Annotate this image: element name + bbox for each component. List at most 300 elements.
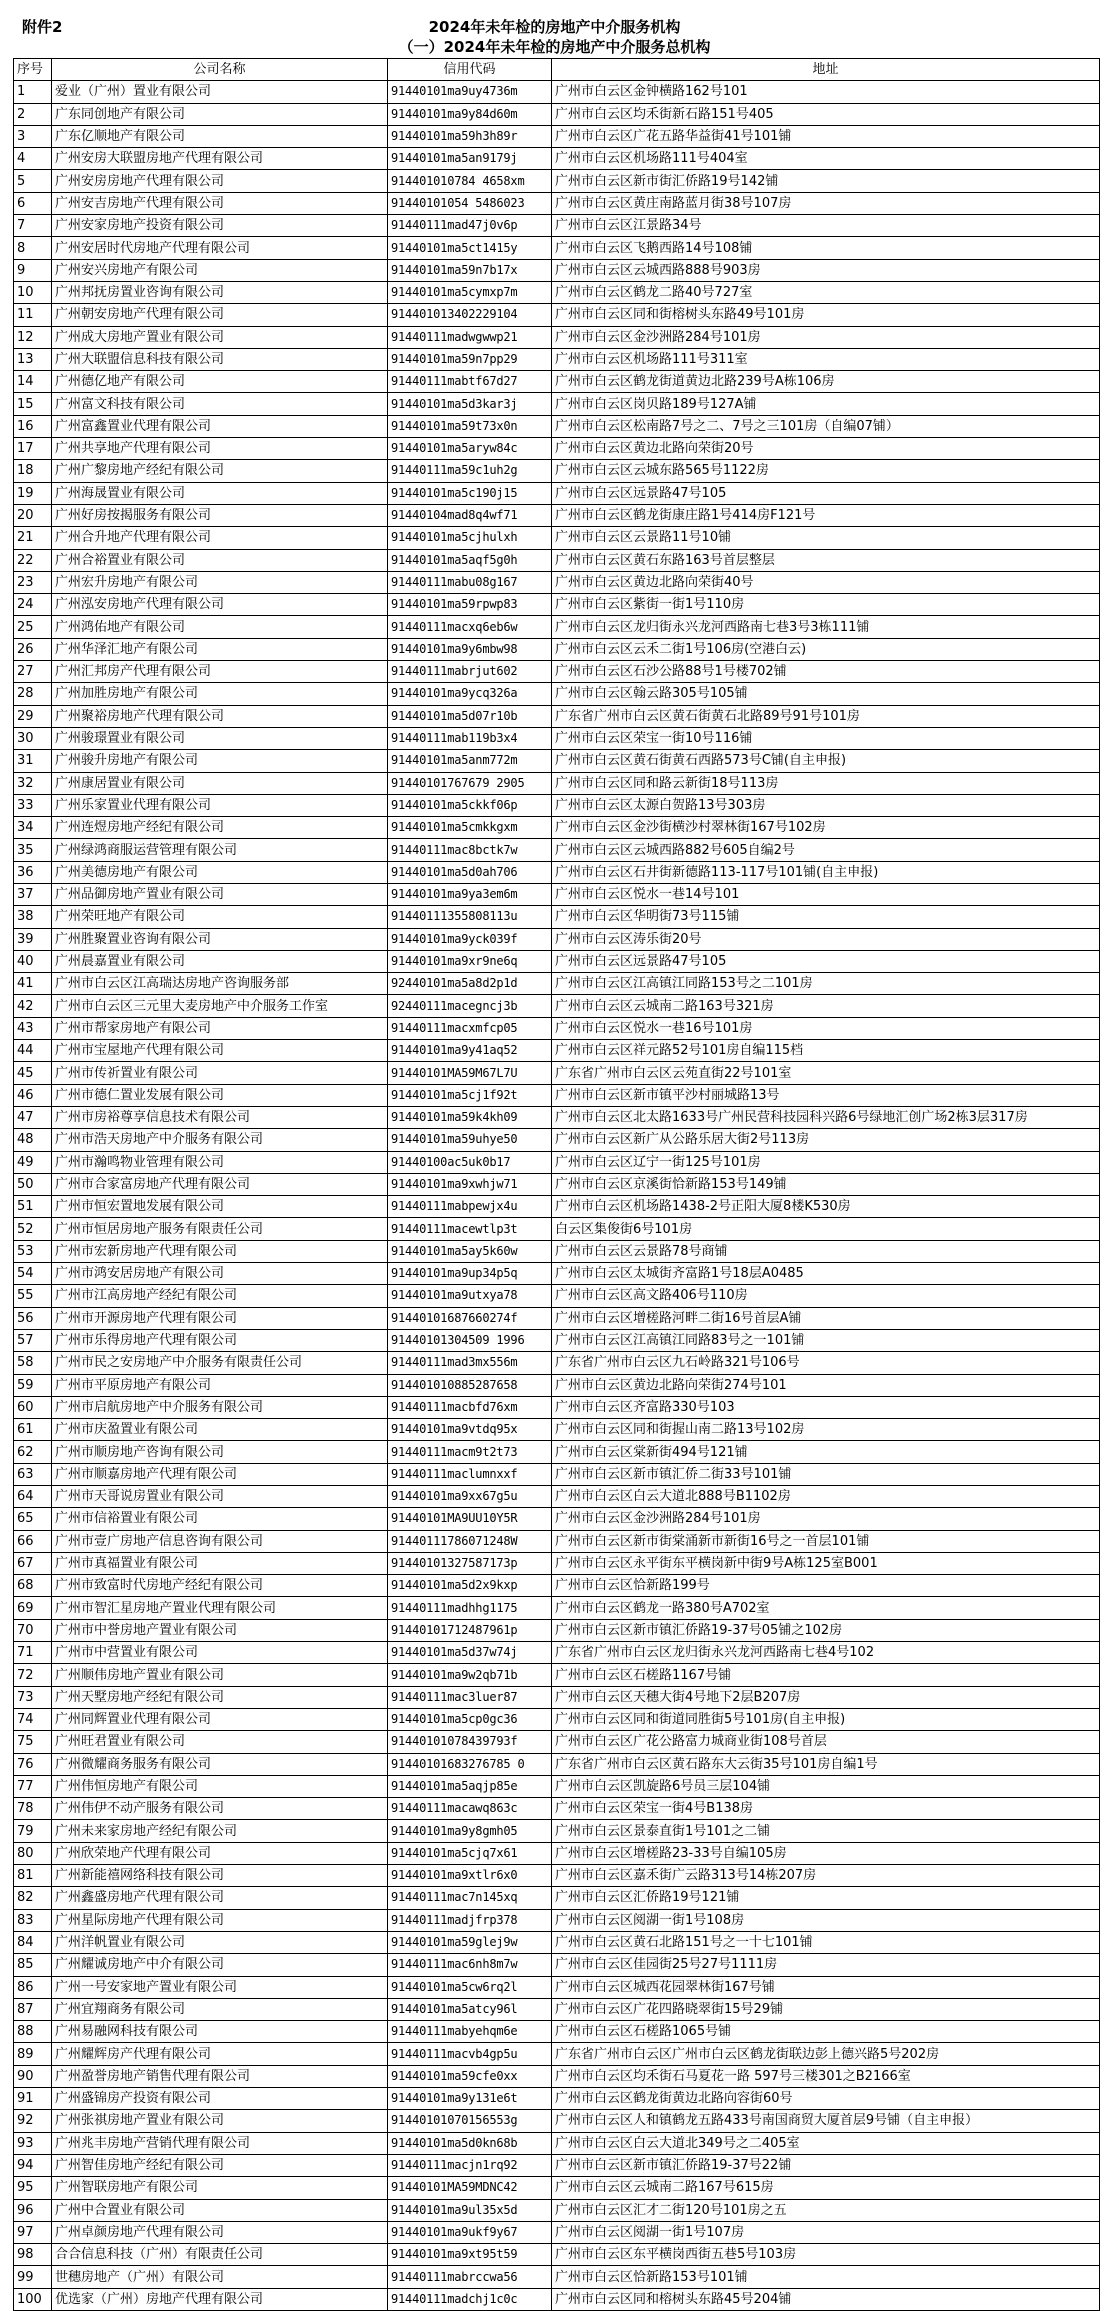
credit-code: 91440101ma5d0ah706 xyxy=(388,861,552,883)
credit-code: 91440101ma9w2qb71b xyxy=(388,1664,552,1686)
table-row xyxy=(14,237,1100,259)
company-name: 广州聚裕房地产代理有限公司 xyxy=(52,705,388,727)
row-index: 4 xyxy=(14,148,52,170)
row-index: 90 xyxy=(14,2065,52,2087)
company-name: 广州易融网科技有限公司 xyxy=(52,2021,388,2043)
address: 广州市白云区祥元路52号101房自编115档 xyxy=(552,1040,1100,1062)
row-index: 74 xyxy=(14,1708,52,1730)
address: 广州市白云区新市镇汇侨路19-37号05铺之102房 xyxy=(552,1619,1100,1641)
credit-code: 91440101ma9ya3em6m xyxy=(388,883,552,905)
row-index: 9 xyxy=(14,259,52,281)
address: 广州市白云区均禾街新石路151号405 xyxy=(552,103,1100,125)
address: 广州市白云区云景路11号10铺 xyxy=(552,527,1100,549)
company-name: 广州安房房地产代理有限公司 xyxy=(52,170,388,192)
address: 广州市白云区飞鹅西路14号108铺 xyxy=(552,237,1100,259)
credit-code: 91440101ma9xt95t59 xyxy=(388,2244,552,2266)
row-index: 86 xyxy=(14,1976,52,1998)
company-name: 广州市致富时代房地产经纪有限公司 xyxy=(52,1575,388,1597)
address: 广州市白云区棠新街494号121铺 xyxy=(552,1441,1100,1463)
row-index: 62 xyxy=(14,1441,52,1463)
company-name: 广州邦抚房置业咨询有限公司 xyxy=(52,281,388,303)
credit-code: 91440111madwgwwp21 xyxy=(388,326,552,348)
row-index: 43 xyxy=(14,1017,52,1039)
credit-code: 91440101ma5cw6rq2l xyxy=(388,1976,552,1998)
company-name: 广州市智汇星房地产置业代理有限公司 xyxy=(52,1597,388,1619)
company-name: 广州同辉置业代理有限公司 xyxy=(52,1708,388,1730)
company-name: 广州未来家房地产经纪有限公司 xyxy=(52,1820,388,1842)
address: 广州市白云区黄边北路向荣街274号101 xyxy=(552,1374,1100,1396)
address: 广州市白云区黄庄南路蓝月街38号107房 xyxy=(552,192,1100,214)
credit-code: 91440101ma5d3kar3j xyxy=(388,393,552,415)
credit-code: 91440111macm9t2t73 xyxy=(388,1441,552,1463)
credit-code: 91440101ma59k4kh09 xyxy=(388,1106,552,1128)
company-name: 广州市浩天房地产中介服务有限公司 xyxy=(52,1129,388,1151)
row-index: 55 xyxy=(14,1285,52,1307)
credit-code: 91440111madchj1c0c xyxy=(388,2288,552,2310)
company-name: 广州市平原房地产有限公司 xyxy=(52,1374,388,1396)
row-index: 26 xyxy=(14,638,52,660)
row-index: 96 xyxy=(14,2199,52,2221)
company-name: 广州盛锦房产投资有限公司 xyxy=(52,2088,388,2110)
company-name: 世穗房地产（广州）有限公司 xyxy=(52,2266,388,2288)
credit-code: 91440101ma5ckkf06p xyxy=(388,794,552,816)
table-row xyxy=(14,2088,1100,2110)
table-row xyxy=(14,1530,1100,1552)
row-index: 35 xyxy=(14,839,52,861)
row-index: 79 xyxy=(14,1820,52,1842)
row-index: 27 xyxy=(14,661,52,683)
row-index: 7 xyxy=(14,215,52,237)
company-name: 优选家（广州）房地产代理有限公司 xyxy=(52,2288,388,2310)
column-header-credit-code: 信用代码 xyxy=(388,59,552,81)
row-index: 23 xyxy=(14,571,52,593)
table-row xyxy=(14,504,1100,526)
address: 广州市白云区机场路111号404室 xyxy=(552,148,1100,170)
row-index: 63 xyxy=(14,1463,52,1485)
table-row xyxy=(14,995,1100,1017)
company-name: 广州胜聚置业咨询有限公司 xyxy=(52,928,388,950)
company-name: 合合信息科技（广州）有限责任公司 xyxy=(52,2244,388,2266)
company-name: 广州洋帆置业有限公司 xyxy=(52,1931,388,1953)
company-name: 广州加胜房地产有限公司 xyxy=(52,683,388,705)
column-header-index: 序号 xyxy=(14,59,52,81)
address: 广州市白云区江高镇江同路83号之一101铺 xyxy=(552,1329,1100,1351)
document-title: 2024年未年检的房地产中介服务机构 xyxy=(428,18,681,36)
credit-code: 91440111macjn1rq92 xyxy=(388,2154,552,2176)
address: 广州市白云区松南路7号之二、7号之三101房（自编07铺） xyxy=(552,415,1100,437)
company-name: 广州好房按揭服务有限公司 xyxy=(52,504,388,526)
table-row xyxy=(14,1642,1100,1664)
credit-code: 91440101ma5aqf5g0h xyxy=(388,549,552,571)
column-header-company: 公司名称 xyxy=(52,59,388,81)
row-index: 33 xyxy=(14,794,52,816)
credit-code: 91440111macvb4gp5u xyxy=(388,2043,552,2065)
company-name: 广州市信裕置业有限公司 xyxy=(52,1508,388,1530)
row-index: 41 xyxy=(14,973,52,995)
credit-code: 91440101ma5ay5k60w xyxy=(388,1240,552,1262)
credit-code: 91440111mac6nh8m7w xyxy=(388,1954,552,1976)
row-index: 56 xyxy=(14,1307,52,1329)
row-index: 85 xyxy=(14,1954,52,1976)
credit-code: 91440111355808113u xyxy=(388,906,552,928)
address: 广州市白云区广花五路华益街41号101铺 xyxy=(552,125,1100,147)
company-name: 广州市恒宏置地发展有限公司 xyxy=(52,1196,388,1218)
row-index: 38 xyxy=(14,906,52,928)
address: 广州市白云区新市镇汇侨二街33号101铺 xyxy=(552,1463,1100,1485)
credit-code: 91440101ma59rpwp83 xyxy=(388,594,552,616)
company-name: 广州华泽汇地产有限公司 xyxy=(52,638,388,660)
row-index: 2 xyxy=(14,103,52,125)
credit-code: 91440101ma9up34p5q xyxy=(388,1263,552,1285)
row-index: 89 xyxy=(14,2043,52,2065)
address: 广州市白云区涛乐街20号 xyxy=(552,928,1100,950)
company-name: 广州张祺房地产置业有限公司 xyxy=(52,2110,388,2132)
table-row xyxy=(14,1708,1100,1730)
row-index: 25 xyxy=(14,616,52,638)
row-index: 21 xyxy=(14,527,52,549)
company-name: 广州市中誉房地产置业有限公司 xyxy=(52,1619,388,1641)
address: 广州市白云区同和街道同胜街5号101房(自主申报) xyxy=(552,1708,1100,1730)
table-row xyxy=(14,460,1100,482)
table-row xyxy=(14,259,1100,281)
address: 广州市白云区白云大道北888号B1102房 xyxy=(552,1486,1100,1508)
address: 广州市白云区嘉禾街广云路313号14栋207房 xyxy=(552,1865,1100,1887)
company-name: 广州耀诚房地产中介有限公司 xyxy=(52,1954,388,1976)
company-name: 广州宏升房地产有限公司 xyxy=(52,571,388,593)
row-index: 93 xyxy=(14,2132,52,2154)
address: 广州市白云区天穗大街4号地下2层B207房 xyxy=(552,1686,1100,1708)
table-row xyxy=(14,1329,1100,1351)
address: 广州市白云区太源白贺路13号303房 xyxy=(552,794,1100,816)
address: 广州市白云区齐富路330号103 xyxy=(552,1396,1100,1418)
credit-code: 91440101MA59MDNC42 xyxy=(388,2177,552,2199)
address: 广州市白云区机场路1438-2号正阳大厦8楼K530房 xyxy=(552,1196,1100,1218)
credit-code: 91440101ma5cj1f92t xyxy=(388,1084,552,1106)
table-row xyxy=(14,1909,1100,1931)
table-row xyxy=(14,2199,1100,2221)
table-row xyxy=(14,1508,1100,1530)
address: 广州市白云区荣宝一街4号B138房 xyxy=(552,1798,1100,1820)
table-row xyxy=(14,170,1100,192)
company-name: 广州市江高房地产经纪有限公司 xyxy=(52,1285,388,1307)
company-name: 广州市传祈置业有限公司 xyxy=(52,1062,388,1084)
table-row xyxy=(14,1017,1100,1039)
table-row xyxy=(14,1129,1100,1151)
table-row xyxy=(14,215,1100,237)
table-body xyxy=(14,81,1100,2311)
credit-code: 91440111mabrccwa56 xyxy=(388,2266,552,2288)
table-row xyxy=(14,438,1100,460)
credit-code: 91440101767679 2905 xyxy=(388,772,552,794)
address: 广州市白云区远景路47号105 xyxy=(552,482,1100,504)
row-index: 50 xyxy=(14,1173,52,1195)
row-index: 98 xyxy=(14,2244,52,2266)
row-index: 78 xyxy=(14,1798,52,1820)
address: 广州市白云区同和榕树头东路45号204铺 xyxy=(552,2288,1100,2310)
table-row xyxy=(14,638,1100,660)
company-name: 广州一号安家地产置业有限公司 xyxy=(52,1976,388,1998)
row-index: 73 xyxy=(14,1686,52,1708)
credit-code: 92440101ma5a8d2p1d xyxy=(388,973,552,995)
address: 广州市白云区人和镇鹤龙五路433号南国商贸大厦首层9号铺（自主申报） xyxy=(552,2110,1100,2132)
table-header-row xyxy=(14,59,1100,81)
company-name: 广州共享地产代理有限公司 xyxy=(52,438,388,460)
address: 广州市白云区云城南二路163号321房 xyxy=(552,995,1100,1017)
address: 白云区集俊街6号101房 xyxy=(552,1218,1100,1240)
table-row xyxy=(14,1352,1100,1374)
address: 广州市白云区荣宝一街10号116铺 xyxy=(552,727,1100,749)
credit-code: 91440101ma9ul35x5d xyxy=(388,2199,552,2221)
company-name: 广州富鑫置业代理有限公司 xyxy=(52,415,388,437)
table-row xyxy=(14,1820,1100,1842)
table-row xyxy=(14,482,1100,504)
table-row xyxy=(14,1552,1100,1574)
row-index: 58 xyxy=(14,1352,52,1374)
row-index: 54 xyxy=(14,1263,52,1285)
company-name: 广州安兴房地产有限公司 xyxy=(52,259,388,281)
credit-code: 91440111macxq6eb6w xyxy=(388,616,552,638)
table-row xyxy=(14,281,1100,303)
table-row xyxy=(14,2266,1100,2288)
address: 广州市白云区石井街新德路113-117号101铺(自主申报) xyxy=(552,861,1100,883)
row-index: 48 xyxy=(14,1129,52,1151)
credit-code: 91440101304509 1996 xyxy=(388,1329,552,1351)
company-name: 广州市启航房地产中介服务有限公司 xyxy=(52,1396,388,1418)
row-index: 17 xyxy=(14,438,52,460)
row-index: 34 xyxy=(14,817,52,839)
table-row xyxy=(14,1887,1100,1909)
row-index: 67 xyxy=(14,1552,52,1574)
table-row xyxy=(14,839,1100,861)
table-row xyxy=(14,103,1100,125)
address: 广州市白云区黄边北路向荣街40号 xyxy=(552,571,1100,593)
company-name: 广州市中营置业有限公司 xyxy=(52,1642,388,1664)
address: 广州市白云区景泰直街1号101之二铺 xyxy=(552,1820,1100,1842)
credit-code: 91440111mabpewjx4u xyxy=(388,1196,552,1218)
credit-code: 91440101ma5atcy96l xyxy=(388,1998,552,2020)
credit-code: 91440101712487961p xyxy=(388,1619,552,1641)
table-row xyxy=(14,1106,1100,1128)
row-index: 75 xyxy=(14,1731,52,1753)
credit-code: 91440101ma5aryw84c xyxy=(388,438,552,460)
address: 广州市白云区江景路34号 xyxy=(552,215,1100,237)
row-index: 91 xyxy=(14,2088,52,2110)
row-index: 13 xyxy=(14,348,52,370)
credit-code: 91440101ma9y84d60m xyxy=(388,103,552,125)
address: 广州市白云区黄石东路163号首层整层 xyxy=(552,549,1100,571)
credit-code: 91440101ma9ukf9y67 xyxy=(388,2221,552,2243)
row-index: 15 xyxy=(14,393,52,415)
table-row xyxy=(14,304,1100,326)
credit-code: 91440101ma59n7pp29 xyxy=(388,348,552,370)
row-index: 94 xyxy=(14,2154,52,2176)
company-name: 广州海晟置业有限公司 xyxy=(52,482,388,504)
company-name: 广州星际房地产代理有限公司 xyxy=(52,1909,388,1931)
table-row xyxy=(14,1575,1100,1597)
table-row xyxy=(14,973,1100,995)
credit-code: 91440111mabu08g167 xyxy=(388,571,552,593)
company-name: 广州绿鸿商服运营管理有限公司 xyxy=(52,839,388,861)
company-name: 广州中合置业有限公司 xyxy=(52,2199,388,2221)
table-row xyxy=(14,883,1100,905)
credit-code: 914401010784 4658xm xyxy=(388,170,552,192)
credit-code: 91440101ma9xx67g5u xyxy=(388,1486,552,1508)
address: 广州市白云区阅湖一街1号108房 xyxy=(552,1909,1100,1931)
credit-code: 91440101ma5aqjp85e xyxy=(388,1775,552,1797)
credit-code: 91440111mac7n145xq xyxy=(388,1887,552,1909)
table-row xyxy=(14,1196,1100,1218)
table-row xyxy=(14,2154,1100,2176)
company-name: 广州智佳房地产经纪有限公司 xyxy=(52,2154,388,2176)
address: 广州市白云区新广从公路乐居大街2号113房 xyxy=(552,1129,1100,1151)
table-row xyxy=(14,1865,1100,1887)
table-row xyxy=(14,371,1100,393)
credit-code: 91440101ma5cp0gc36 xyxy=(388,1708,552,1730)
credit-code: 91440111mac3luer87 xyxy=(388,1686,552,1708)
credit-code: 91440111macxmfcp05 xyxy=(388,1017,552,1039)
row-index: 40 xyxy=(14,950,52,972)
company-name: 广州新能禧网络科技有限公司 xyxy=(52,1865,388,1887)
table-row xyxy=(14,1173,1100,1195)
address: 广州市白云区同和街握山南二路13号102房 xyxy=(552,1419,1100,1441)
address: 广州市白云区云禾二街1号106房(空港白云) xyxy=(552,638,1100,660)
address: 广东省广州市白云区黄石路东大云街35号101房自编1号 xyxy=(552,1753,1100,1775)
row-index: 87 xyxy=(14,1998,52,2020)
company-name: 广州市合家富房地产代理有限公司 xyxy=(52,1173,388,1195)
company-name: 广州大联盟信息科技有限公司 xyxy=(52,348,388,370)
table-row xyxy=(14,1307,1100,1329)
credit-code: 92440111macegncj3b xyxy=(388,995,552,1017)
table-row xyxy=(14,1976,1100,1998)
table-row xyxy=(14,1954,1100,1976)
address: 广州市白云区增槎路23-33号自编105房 xyxy=(552,1842,1100,1864)
annex-label: 附件2 xyxy=(22,18,63,36)
credit-code: 91440101ma9xtlr6x0 xyxy=(388,1865,552,1887)
company-name: 广州市顺嘉房地产代理有限公司 xyxy=(52,1463,388,1485)
credit-code: 91440101327587173p xyxy=(388,1552,552,1574)
agency-table xyxy=(13,58,1100,2311)
credit-code: 91440101ma9xr9ne6q xyxy=(388,950,552,972)
address: 广州市白云区白云大道北349号之二405室 xyxy=(552,2132,1100,2154)
company-name: 广州美德房地产有限公司 xyxy=(52,861,388,883)
address: 广州市白云区广花公路富力城商业街108号首层 xyxy=(552,1731,1100,1753)
company-name: 广州市真福置业有限公司 xyxy=(52,1552,388,1574)
company-name: 广州成大房地产置业有限公司 xyxy=(52,326,388,348)
company-name: 广州富文科技有限公司 xyxy=(52,393,388,415)
row-index: 83 xyxy=(14,1909,52,1931)
table-row xyxy=(14,2244,1100,2266)
address: 广州市白云区恰新路153号101铺 xyxy=(552,2266,1100,2288)
row-index: 97 xyxy=(14,2221,52,2243)
table-row xyxy=(14,1664,1100,1686)
credit-code: 91440101ma9y131e6t xyxy=(388,2088,552,2110)
row-index: 64 xyxy=(14,1486,52,1508)
row-index: 22 xyxy=(14,549,52,571)
row-index: 32 xyxy=(14,772,52,794)
address: 广州市白云区鹤龙街黄边北路向容街60号 xyxy=(552,2088,1100,2110)
table-row xyxy=(14,1798,1100,1820)
row-index: 30 xyxy=(14,727,52,749)
table-row xyxy=(14,1686,1100,1708)
row-index: 77 xyxy=(14,1775,52,1797)
company-name: 广州市乐得房地产代理有限公司 xyxy=(52,1329,388,1351)
credit-code: 91440101MA59M67L7U xyxy=(388,1062,552,1084)
table-row xyxy=(14,2021,1100,2043)
credit-code: 91440101ma59n7b17x xyxy=(388,259,552,281)
row-index: 99 xyxy=(14,2266,52,2288)
row-index: 51 xyxy=(14,1196,52,1218)
address: 广州市白云区鹤龙街康庄路1号414房F121号 xyxy=(552,504,1100,526)
table-row xyxy=(14,415,1100,437)
company-name: 广州伟伊不动产服务有限公司 xyxy=(52,1798,388,1820)
company-name: 广州市瀚鸣物业管理有限公司 xyxy=(52,1151,388,1173)
row-index: 70 xyxy=(14,1619,52,1641)
row-index: 76 xyxy=(14,1753,52,1775)
credit-code: 91440101ma5an9179j xyxy=(388,148,552,170)
table-row xyxy=(14,1151,1100,1173)
row-index: 49 xyxy=(14,1151,52,1173)
company-name: 广州市鸿安居房地产有限公司 xyxy=(52,1263,388,1285)
row-index: 66 xyxy=(14,1530,52,1552)
company-name: 广州顺伟房地产置业有限公司 xyxy=(52,1664,388,1686)
company-name: 广州汇邦房产代理有限公司 xyxy=(52,661,388,683)
credit-code: 91440101ma5d2x9kxp xyxy=(388,1575,552,1597)
credit-code: 91440101ma5cmkkgxm xyxy=(388,817,552,839)
address: 广东省广州市白云区黄石街黄石北路89号91号101房 xyxy=(552,705,1100,727)
address: 广州市白云区北太路1633号广州民营科技园科兴路6号绿地汇创广场2栋3层317房 xyxy=(552,1106,1100,1128)
credit-code: 91440111mad47j0v6p xyxy=(388,215,552,237)
table-row xyxy=(14,1619,1100,1641)
address: 广州市白云区云城西路882号605自编2号 xyxy=(552,839,1100,861)
company-name: 广州市庆盈置业有限公司 xyxy=(52,1419,388,1441)
credit-code: 91440111786071248W xyxy=(388,1530,552,1552)
company-name: 广东同创地产有限公司 xyxy=(52,103,388,125)
address: 广州市白云区辽宁一街125号101房 xyxy=(552,1151,1100,1173)
address: 广州市白云区均禾街石马夏花一路 597号三楼301之B2166室 xyxy=(552,2065,1100,2087)
company-name: 广州市民之安房地产中介服务有限责任公司 xyxy=(52,1352,388,1374)
company-name: 广州连煜房地产经纪有限公司 xyxy=(52,817,388,839)
row-index: 46 xyxy=(14,1084,52,1106)
table-row xyxy=(14,571,1100,593)
table-row xyxy=(14,928,1100,950)
table-row xyxy=(14,1775,1100,1797)
row-index: 39 xyxy=(14,928,52,950)
address: 广州市白云区悦水一巷16号101房 xyxy=(552,1017,1100,1039)
row-index: 11 xyxy=(14,304,52,326)
company-name: 广州市德仁置业发展有限公司 xyxy=(52,1084,388,1106)
address: 广州市白云区机场路111号311室 xyxy=(552,348,1100,370)
row-index: 12 xyxy=(14,326,52,348)
row-index: 47 xyxy=(14,1106,52,1128)
row-index: 95 xyxy=(14,2177,52,2199)
table-row xyxy=(14,1931,1100,1953)
table-row xyxy=(14,950,1100,972)
address: 广州市白云区云城东路565号1122房 xyxy=(552,460,1100,482)
address: 广州市白云区新市镇汇侨路19-37号22铺 xyxy=(552,2154,1100,2176)
row-index: 42 xyxy=(14,995,52,1017)
company-name: 广州卓颜房地产代理有限公司 xyxy=(52,2221,388,2243)
credit-code: 91440100ac5uk0b17 xyxy=(388,1151,552,1173)
row-index: 59 xyxy=(14,1374,52,1396)
credit-code: 91440101683276785 0 xyxy=(388,1753,552,1775)
document-subtitle: （一）2024年未年检的房地产中介服务总机构 xyxy=(398,38,711,56)
address: 广州市白云区金沙洲路284号101房 xyxy=(552,326,1100,348)
company-name: 广州市开源房地产代理有限公司 xyxy=(52,1307,388,1329)
table-row xyxy=(14,1463,1100,1485)
table-row xyxy=(14,2177,1100,2199)
credit-code: 91440101ma59uhye50 xyxy=(388,1129,552,1151)
address: 广东省广州市白云区广州市白云区鹤龙街联边彭上德兴路5号202房 xyxy=(552,2043,1100,2065)
